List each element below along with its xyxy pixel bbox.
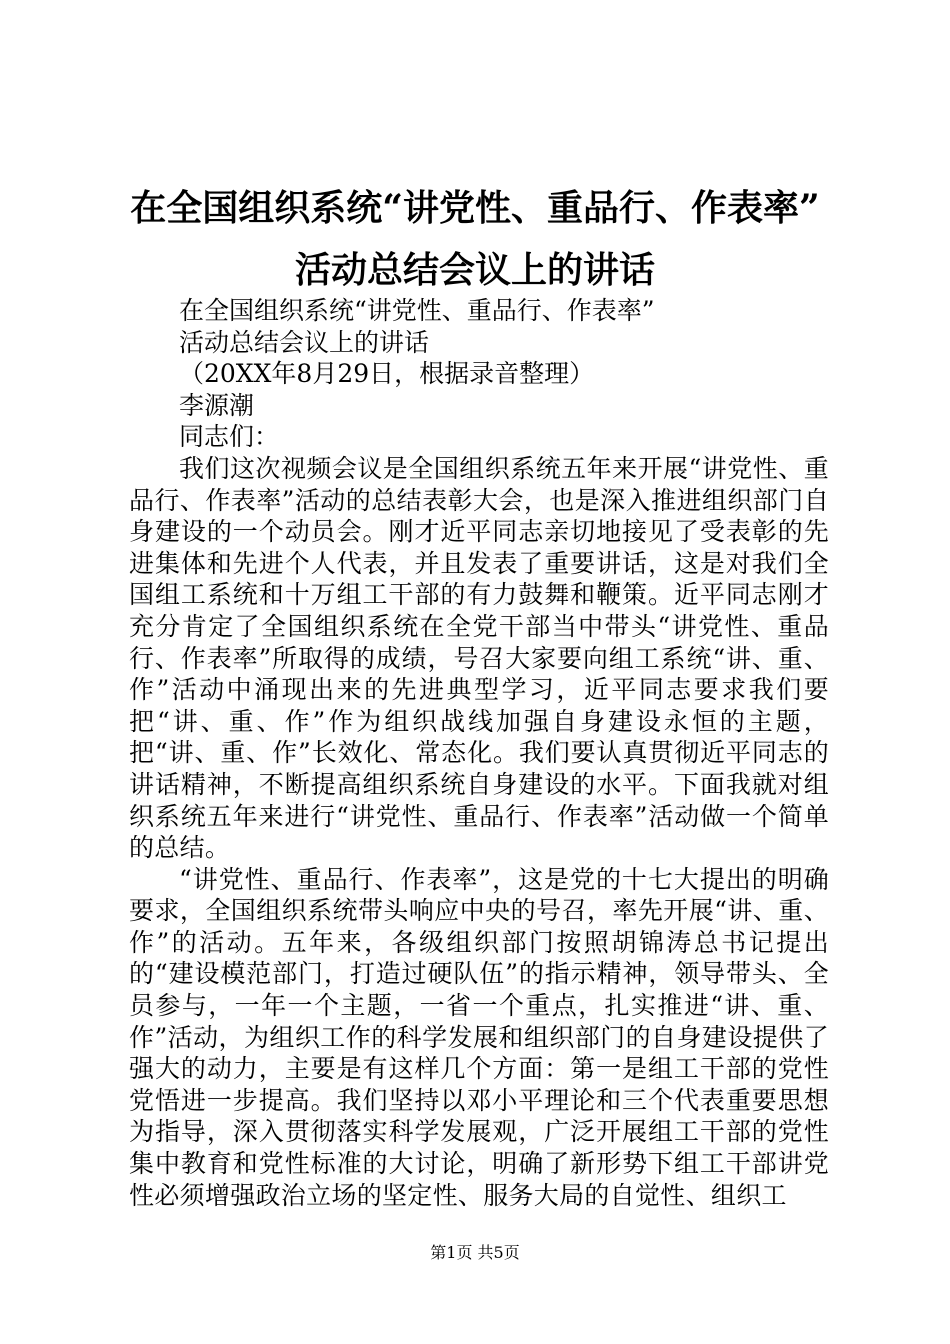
header-line-title-1: 在全国组织系统“讲党性、重品行、作表率”: [179, 296, 655, 325]
header-line-author: 李源潮: [179, 390, 255, 420]
page-footer: 第1页 共5页: [430, 1243, 520, 1262]
body-paragraph: “讲党性、重品行、作表率”，这是党的十七大提出的明确要求，全国组织系统带头响应中央的号召，率先开展“讲、重、作”的活动。五年来，各级组织部门按照胡锦涛总书记提出的“建设模范部门，打造过硬队伍”的指示精神，领导带头、全员参与，一年一个主题，一省一个重点，扎实推进“讲、重、作”活动，为组织工作的科学发展和组织部门的自身建设提供了强大的动力，主要是有这样几个方面：第一是组工干部的党性党悟进一步提高。我们坚持以邓小平理论和三个代表重要思想为指导，深入贯彻落实科学发展观，广泛开展组工干部的党性集中教育和党性标准的大讨论，明确了新形势下组工干部讲党性必须增强政治立场的坚定性、服务大局的自觉性、组织工: [129, 864, 829, 1210]
header-line-title-2: 活动总结会议上的讲话: [179, 327, 430, 357]
header-line-date: （20XX年8月29日，根据录音整理）: [179, 359, 595, 389]
document-body: [129, 295, 829, 1211]
body-paragraph: 我们这次视频会议是全国组织系统五年来开展“讲党性、重品行、作表率”活动的总结表彰大会，也是深入推进组织部门自身建设的一个动员会。刚才近平同志亲切地接见了受表彰的先进集体和先进个人代表，并且发表了重要讲话，这是对我们全国组工系统和十万组工干部的有力鼓舞和鞭策。近平同志刚才充分肯定了全国组织系统在全党干部当中带头“讲党性、重品行、作表率”所取得的成绩，号召大家要向组工系统“讲、重、作”活动中涌现出来的先进典型学习，近平同志要求我们要把“讲、重、作”作为组织战线加强自身建设永恒的主题，把“讲、重、作”长效化、常态化。我们要认真贯彻近平同志的讲话精神，不断提高组织系统自身建设的水平。下面我就对组织系统五年来进行“讲党性、重品行、作表率”活动做一个简单的总结。: [129, 453, 829, 863]
header-line-salutation: 同志们：: [179, 422, 280, 452]
document-title-line-1: 在全国组织系统“讲党性、重品行、作表率”: [130, 187, 820, 229]
document-title-line-2: 活动总结会议上的讲话: [294, 249, 655, 291]
